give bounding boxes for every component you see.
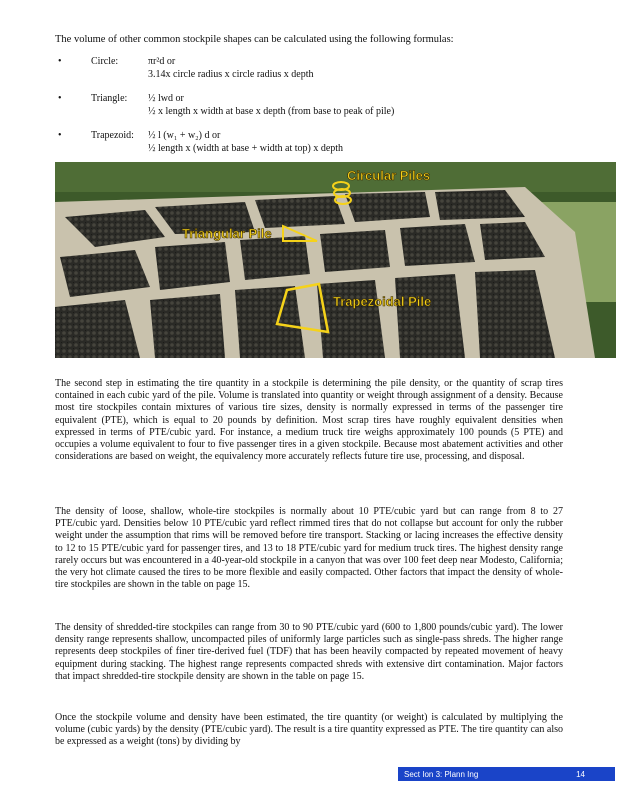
bullet: • bbox=[58, 56, 62, 67]
triangular-pile-label: Triangular Pile bbox=[182, 226, 272, 241]
paragraph-whole-tire-density: The density of loose, shallow, whole-tire stockpiles is normally about 10 PTE/cubic yard but can range from 8 to 27 PTE/cubic yard. Densities below 10 PTE/cubic yard reflect rimmed tires that do not collapse but account for only the rubber weight under the assumption that rims will be removed before tire transport. Stacking or lacing increases the effective density to 12 to 15 PTE/cubic yard for passenger tires, and 13 to 18 PTE/cubic yard for medium truck tires. The highest density range rarely occurs but was encountered in a 40-year-old stockpile in a canyon that was over 100 feet deep near Modesto, California; the very hot climate caused the tires to be more flexible and easily compacted. Other factors that impact the density of whole-tire stockpiles are shown in the table on page 15. bbox=[55, 506, 563, 591]
formula-circle bbox=[58, 56, 558, 93]
page-footer bbox=[398, 767, 615, 781]
formula-name: Trapezoid: bbox=[91, 130, 134, 141]
formula-expression: πr²d or bbox=[148, 56, 176, 67]
formula-name: Circle: bbox=[91, 56, 119, 67]
bullet: • bbox=[58, 130, 62, 141]
circular-piles-label: Circular Piles bbox=[347, 168, 431, 183]
intro-sentence: The volume of other common stockpile shapes can be calculated using the following formulas: bbox=[55, 34, 454, 45]
formula-expression: ½ l (w₁ + w₂) d or bbox=[148, 130, 221, 141]
formula-triangle bbox=[58, 93, 558, 130]
trapezoidal-pile-label: Trapezoidal Pile bbox=[333, 294, 432, 309]
formula-expression: ½ lwd or bbox=[148, 93, 184, 104]
formula-description: ½ length x (width at base + width at top) x depth bbox=[148, 143, 344, 154]
paragraph-tire-quantity: Once the stockpile volume and density have been estimated, the tire quantity (or weight) is calculated by multiplying the volume (cubic yards) by the density (PTE/cubic yard). The result is a tire quantity expressed as PTE. The tire quantity can also be expressed as a weight (tons) by dividing by bbox=[55, 712, 563, 748]
formula-list bbox=[58, 56, 558, 167]
aerial-stockpile-photo bbox=[55, 162, 616, 358]
paragraph-shredded-tire-density: The density of shredded-tire stockpiles can range from 30 to 90 PTE/cubic yard (600 to 1,800 pounds/cubic yard). The lower density range represents shallow, uncompacted piles of uniformly large particles such as single-pass shreds. The higher range represents deep stockpiles of finer tire-derived fuel (TDF) that has been heavily compacted by repeated movement of heavy equipment during stacking. The highest range represents compacted shreds with extensive dirt contamination. Major factors that impact shredded-tire stockpile density are shown in the table on page 15. bbox=[55, 622, 563, 682]
page-number: 14 bbox=[576, 769, 585, 779]
formula-name: Triangle: bbox=[91, 93, 128, 104]
footer-section-title: Sect Ion 3: Plann Ing bbox=[404, 769, 479, 779]
paragraph-pile-density: The second step in estimating the tire quantity in a stockpile is determining the pile density, or the quantity of scrap tires contained in each cubic yard of the pile. Volume is translated into quantity or weight through assignment of a density. Because most tire stockpiles contain mixtures of various tire sizes, density is normally expressed in terms of the passenger tire equivalent (PTE), which is equal to 20 pounds by definition. Most scrap tires have roughly equivalent densities when expressed in terms of PTE/cubic yard. For instance, a medium truck tire weighs approximately 100 pounds (5 PTE) and occupies a volume equivalent to four to five passenger tires in a given stockpile. Because most abatement activities and other considerations are based on weight, the equivalency more accurately reflects future tire use, processing, and disposal. bbox=[55, 378, 563, 463]
bullet: • bbox=[58, 93, 62, 104]
formula-description: ½ x length x width at base x depth (from base to peak of pile) bbox=[148, 106, 395, 117]
formula-description: 3.14x circle radius x circle radius x depth bbox=[148, 69, 314, 80]
